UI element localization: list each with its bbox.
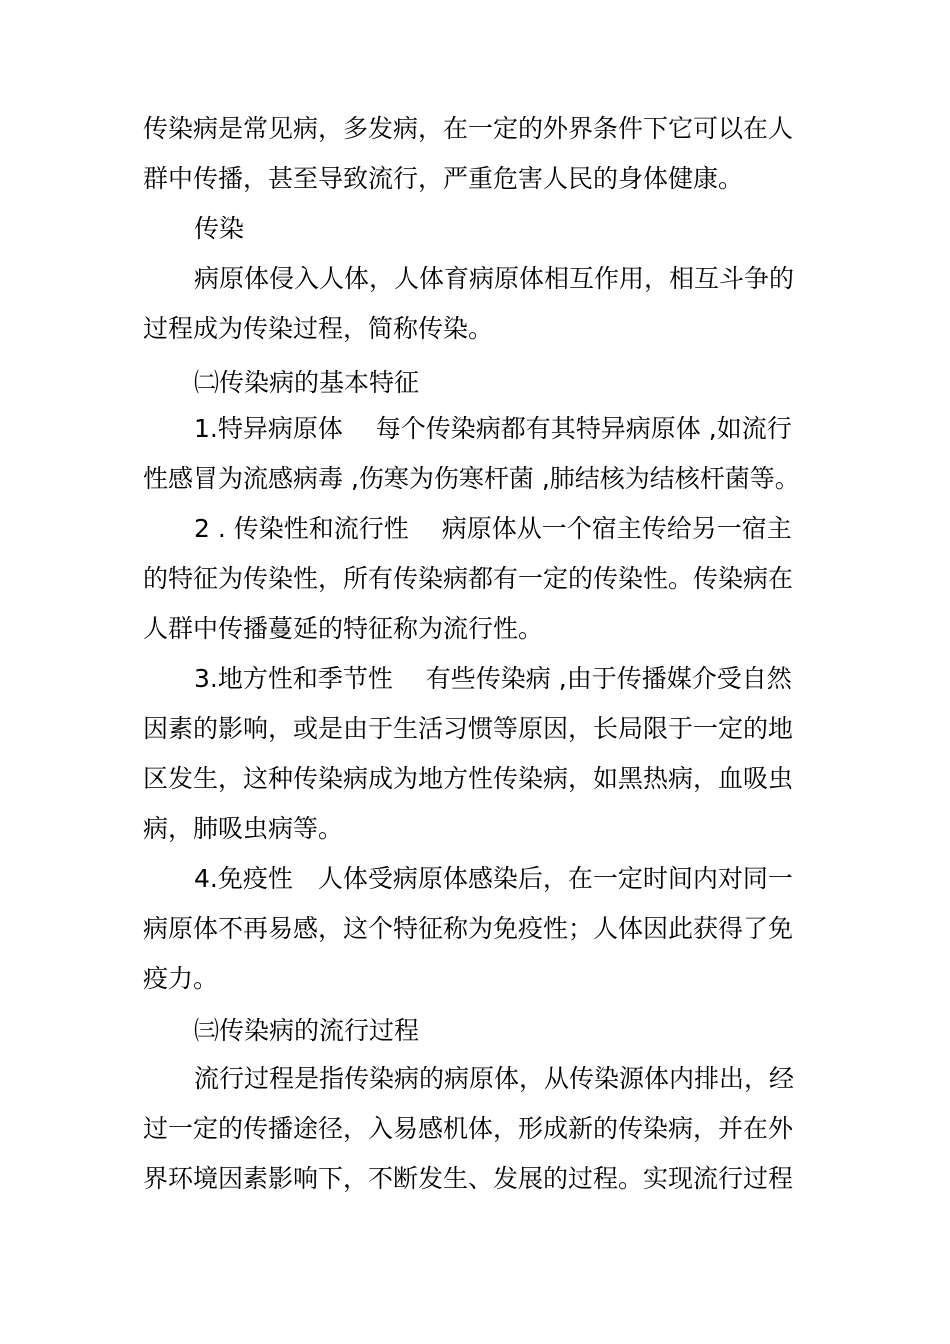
paragraph-line: 过程成为传染过程，简称传染。 — [143, 314, 494, 343]
paragraph-line: 4.免疫性 人体受病原体感染后，在一定时间内对同一 — [194, 864, 793, 893]
paragraph-line: 疫力。 — [143, 964, 219, 993]
paragraph-line: 1.特异病原体 每个传染病都有其特异病原体 ,如流行 — [194, 414, 792, 443]
paragraph-line: 群中传播，甚至导致流行，严重危害人民的身体健康。 — [143, 164, 744, 193]
paragraph-line: 人群中传播蔓延的特征称为流行性。 — [143, 614, 544, 643]
paragraph-line: 2 . 传染性和流行性 病原体从一个宿主传给另一宿主 — [194, 514, 792, 543]
paragraph-line: 病，肺吸虫病等。 — [143, 814, 344, 843]
section-heading: ㈢传染病的流行过程 — [194, 1016, 420, 1045]
paragraph-line: 界环境因素影响下，不断发生、发展的过程。实现流行过程 — [143, 1164, 794, 1193]
paragraph-line: 3.地方性和季节性 有些传染病 ,由于传播媒介受自然 — [194, 664, 792, 693]
paragraph-line: 传染病是常见病，多发病，在一定的外界条件下它可以在人 — [143, 114, 794, 143]
paragraph-line: 病原体不再易感，这个特征称为免疫性；人体因此获得了免 — [143, 914, 794, 943]
section-heading: ㈡传染病的基本特征 — [194, 368, 420, 397]
paragraph-line: 流行过程是指传染病的病原体，从传染源体内排出，经 — [194, 1064, 795, 1093]
paragraph-line: 区发生，这种传染病成为地方性传染病，如黑热病，血吸虫 — [143, 764, 794, 793]
paragraph-line: 病原体侵入人体，人体育病原体相互作用，相互斗争的 — [194, 264, 795, 293]
paragraph-line: 过一定的传播途径，入易感机体，形成新的传染病，并在外 — [143, 1114, 794, 1143]
paragraph-line: 因素的影响，或是由于生活习惯等原因，长局限于一定的地 — [143, 714, 794, 743]
paragraph-line: 的特征为传染性，所有传染病都有一定的传染性。传染病在 — [143, 564, 794, 593]
section-heading: 传染 — [194, 214, 245, 243]
paragraph-line: 性感冒为流感病毒 ,伤寒为伤寒杆菌 ,肺结核为结核杆菌等。 — [143, 464, 800, 493]
